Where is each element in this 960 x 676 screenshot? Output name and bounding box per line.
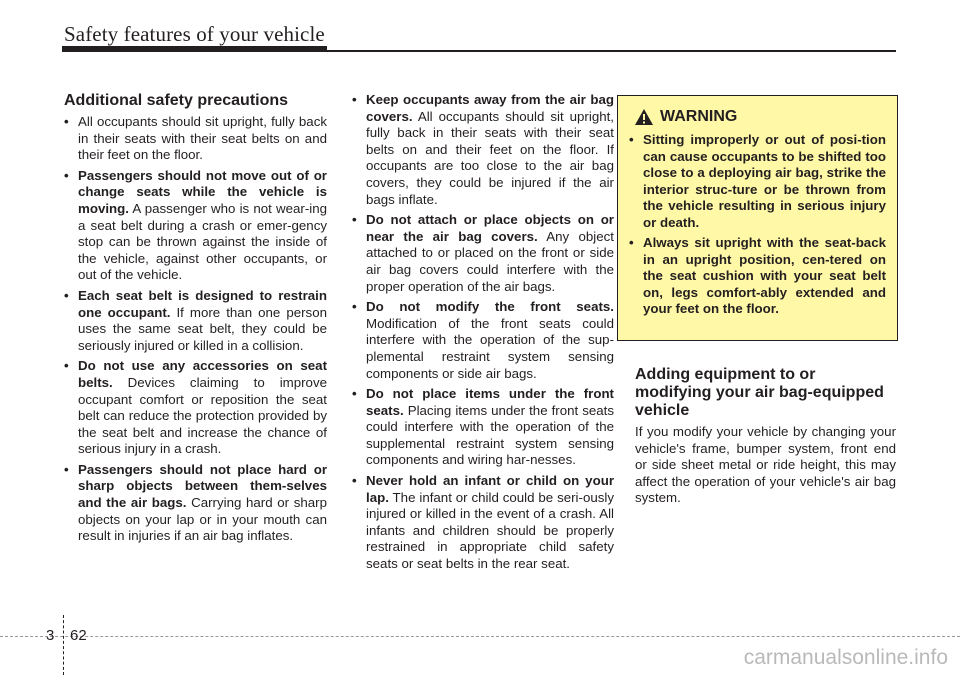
precautions-list <box>64 114 327 545</box>
warning-box <box>617 95 898 341</box>
column-left <box>64 92 327 549</box>
item-lead: Never hold an infant or child on your lap. <box>366 473 614 505</box>
page-header-title: Safety features of your vehicle <box>64 22 325 46</box>
list-item <box>64 462 327 545</box>
warning-triangle-icon <box>634 108 654 126</box>
list-item <box>64 168 327 284</box>
list-item <box>352 299 614 382</box>
watermark: carmanualsonline.info <box>743 646 948 669</box>
warning-title: WARNING <box>660 108 738 125</box>
warning-item: • Sitting improperly or out of posi-tion can cause occupants to be shifted too close to a deploying air bag, strike the interior struc-ture or be thrown from the vehicle resulting in serious injury or death. <box>629 132 886 231</box>
item-lead: Do not use any accessories on seat belts. <box>78 358 327 390</box>
item-text: Placing items under the front seats could interfere with the operation of the supplemental restraint system sensing components and wiring har-nesses. <box>366 402 614 468</box>
item-text: All occupants should sit upright, fully back in their seats with their seat belts on and their feet on the floor. If occupants are too close to the air bag covers, they could be injured if the air bags inflate. <box>366 108 614 207</box>
header-rule-thick <box>62 46 327 52</box>
list-item <box>352 386 614 469</box>
list-item <box>352 92 614 208</box>
item-text: A passenger who is not wear-ing a seat belt during a crash or emer-gency stop can be thrown against the inside of the vehicle, against other occupants, or out of the vehicle. <box>78 200 327 283</box>
list-item <box>64 288 327 354</box>
item-text: Modification of the front seats could interfere with the operation of the sup-plemental restraint system sensing components or side air bags. <box>366 315 614 381</box>
section-heading: Adding equipment to or modifying your air bag-equipped vehicle <box>635 366 884 419</box>
list-item <box>64 114 327 164</box>
page-number-divider <box>63 615 64 675</box>
list-item <box>352 473 614 573</box>
item-text: Any object attached to or placed on the front or side air bag covers could interfere with the proper operation of the air bags. <box>366 228 614 294</box>
column-right <box>635 366 896 507</box>
item-lead: Each seat belt is designed to restrain one occupant. <box>78 287 327 320</box>
list-item <box>64 358 327 458</box>
page-number: 62 <box>70 627 87 644</box>
item-text: Devices claiming to improve occupant comfort or reposition the seat belt can reduce the protection provided by the seat belt and increase the chance of serious injury in a crash. <box>78 374 327 457</box>
precautions-list-continued <box>352 92 614 573</box>
warning-header <box>629 108 886 126</box>
item-lead: Do not attach or place objects on or near the air bag covers. <box>366 212 614 244</box>
section-body: If you modify your vehicle by changing your vehicle's frame, bumper system, front end or side sheet metal or ride height, this may affect the operation of your vehicle's air bag system. <box>635 424 896 506</box>
section-heading: Additional safety precautions <box>64 92 289 109</box>
footer-rule <box>0 636 960 637</box>
item-text: The infant or child could be seri-ously injured or killed in the event of a crash. All infants and children should be properly restrained in appropriate child safety seats or seat belts in the rear seat. <box>366 489 614 572</box>
item-text: All occupants should sit upright, fully back in their seats with their seat belts on and their feet on the floor. <box>78 114 327 163</box>
warning-list <box>629 132 886 318</box>
item-lead: Do not modify the front seats. <box>366 299 614 315</box>
item-lead: Passengers should not move out of or change seats while the vehicle is moving. <box>78 167 327 216</box>
item-text: If more than one person uses the same seat belt, they could be seriously injured or killed in a collision. <box>78 304 327 353</box>
item-lead: Do not place items under the front seats. <box>366 386 614 418</box>
header-rule-thin <box>327 50 896 52</box>
item-lead: Keep occupants away from the air bag covers. <box>366 92 614 124</box>
item-text: Carrying hard or sharp objects on your lap or in your mouth can result in injuries if an air bag inflates. <box>78 495 327 544</box>
warning-item: • Always sit upright with the seat-back in an upright position, cen-tered on the seat cushion with your seat belt on, legs comfort-ably extended and your feet on the floor. <box>629 235 886 318</box>
list-item <box>352 212 614 295</box>
column-middle <box>352 92 614 577</box>
chapter-number: 3 <box>46 627 55 644</box>
item-lead: Passengers should not place hard or sharp objects between them-selves and the air bags. <box>78 461 327 511</box>
